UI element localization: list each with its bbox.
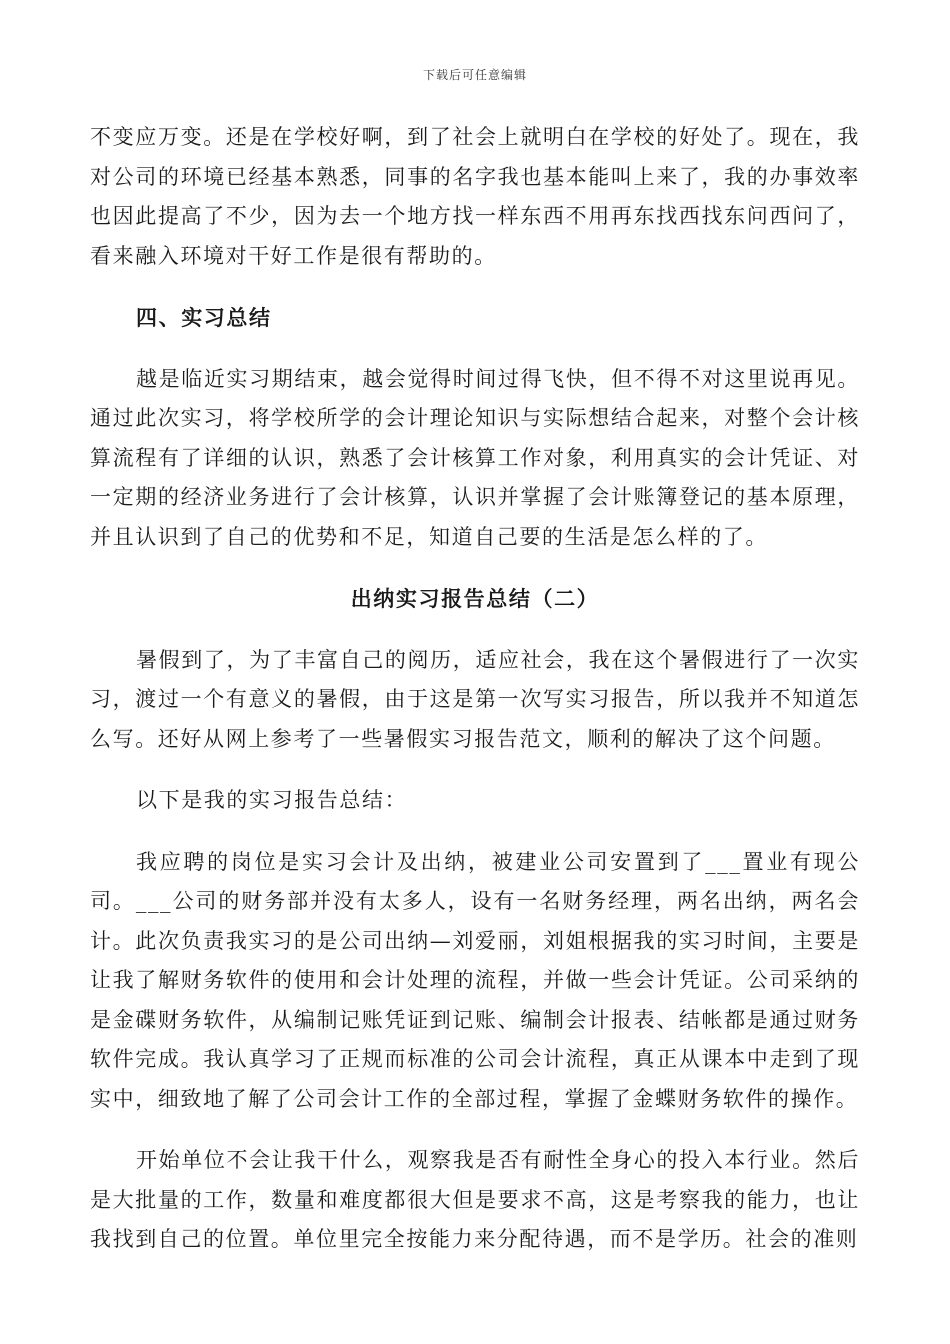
report-paragraph-4: 开始单位不会让我干什么，观察我是否有耐性全身心的投入本行业。然后是大批量的工作，数量和难度都很大但是要求不高，这是考察我的能力，也让我找到自己的位置。单位里完全按能力来分配待遇，而不是学历。社会的准则 bbox=[90, 1148, 860, 1251]
report-paragraph-2: 以下是我的实习报告总结： bbox=[136, 788, 408, 812]
report-paragraph-3: 我应聘的岗位是实习会计及出纳，被建业公司安置到了___置业有现公司。___公司的财务部并没有太多人，设有一名财务经理，两名出纳，两名会计。此次负责我实习的是公司出纳—刘爱丽，刘姐根据我的实习时间，主要是让我了解财务软件的使用和会计处理的流程，并做一些会计凭证。公司采纳的是金碟财务软件，从编制记账凭证到记账、编制会计报表、结帐都是通过财务软件完成。我认真学习了正规而标准的公司会计流程，真正从课本中走到了现实中，细致地了解了公司会计工作的全部过程，掌握了金蝶财务软件的操作。 bbox=[90, 849, 860, 1111]
report-paragraph-1: 暑假到了，为了丰富自己的阅历，适应社会，我在这个暑假进行了一次实习，渡过一个有意义的暑假，由于这是第一次写实习报告，所以我并不知道怎么写。还好从网上参考了一些暑假实习报告范文，顺利的解决了这个问题。 bbox=[90, 647, 860, 751]
intro-paragraph: 不变应万变。还是在学校好啊，到了社会上就明白在学校的好处了。现在，我对公司的环境已经基本熟悉，同事的名字我也基本能叫上来了，我的办事效率也因此提高了不少，因为去一个地方找一样东西不用再东找西找东问西问了，看来融入环境对干好工作是很有帮助的。 bbox=[90, 125, 860, 268]
report-title: 出纳实习报告总结（二） bbox=[350, 586, 600, 611]
document-body bbox=[90, 118, 860, 1260]
header-note: 下载后可任意编辑 bbox=[422, 68, 527, 82]
section-heading-summary: 四、实习总结 bbox=[136, 305, 272, 330]
section-summary-paragraph: 越是临近实习期结束，越会觉得时间过得飞快，但不得不对这里说再见。通过此次实习，将学校所学的会计理论知识与实际想结合起来，对整个会计核算流程有了详细的认识，熟悉了会计核算工作对象，利用真实的会计凭证、对一定期的经济业务进行了会计核算，认识并掌握了会计账簿登记的基本原理，并且认识到了自己的优势和不足，知道自己要的生活是怎么样的了。 bbox=[90, 366, 860, 549]
